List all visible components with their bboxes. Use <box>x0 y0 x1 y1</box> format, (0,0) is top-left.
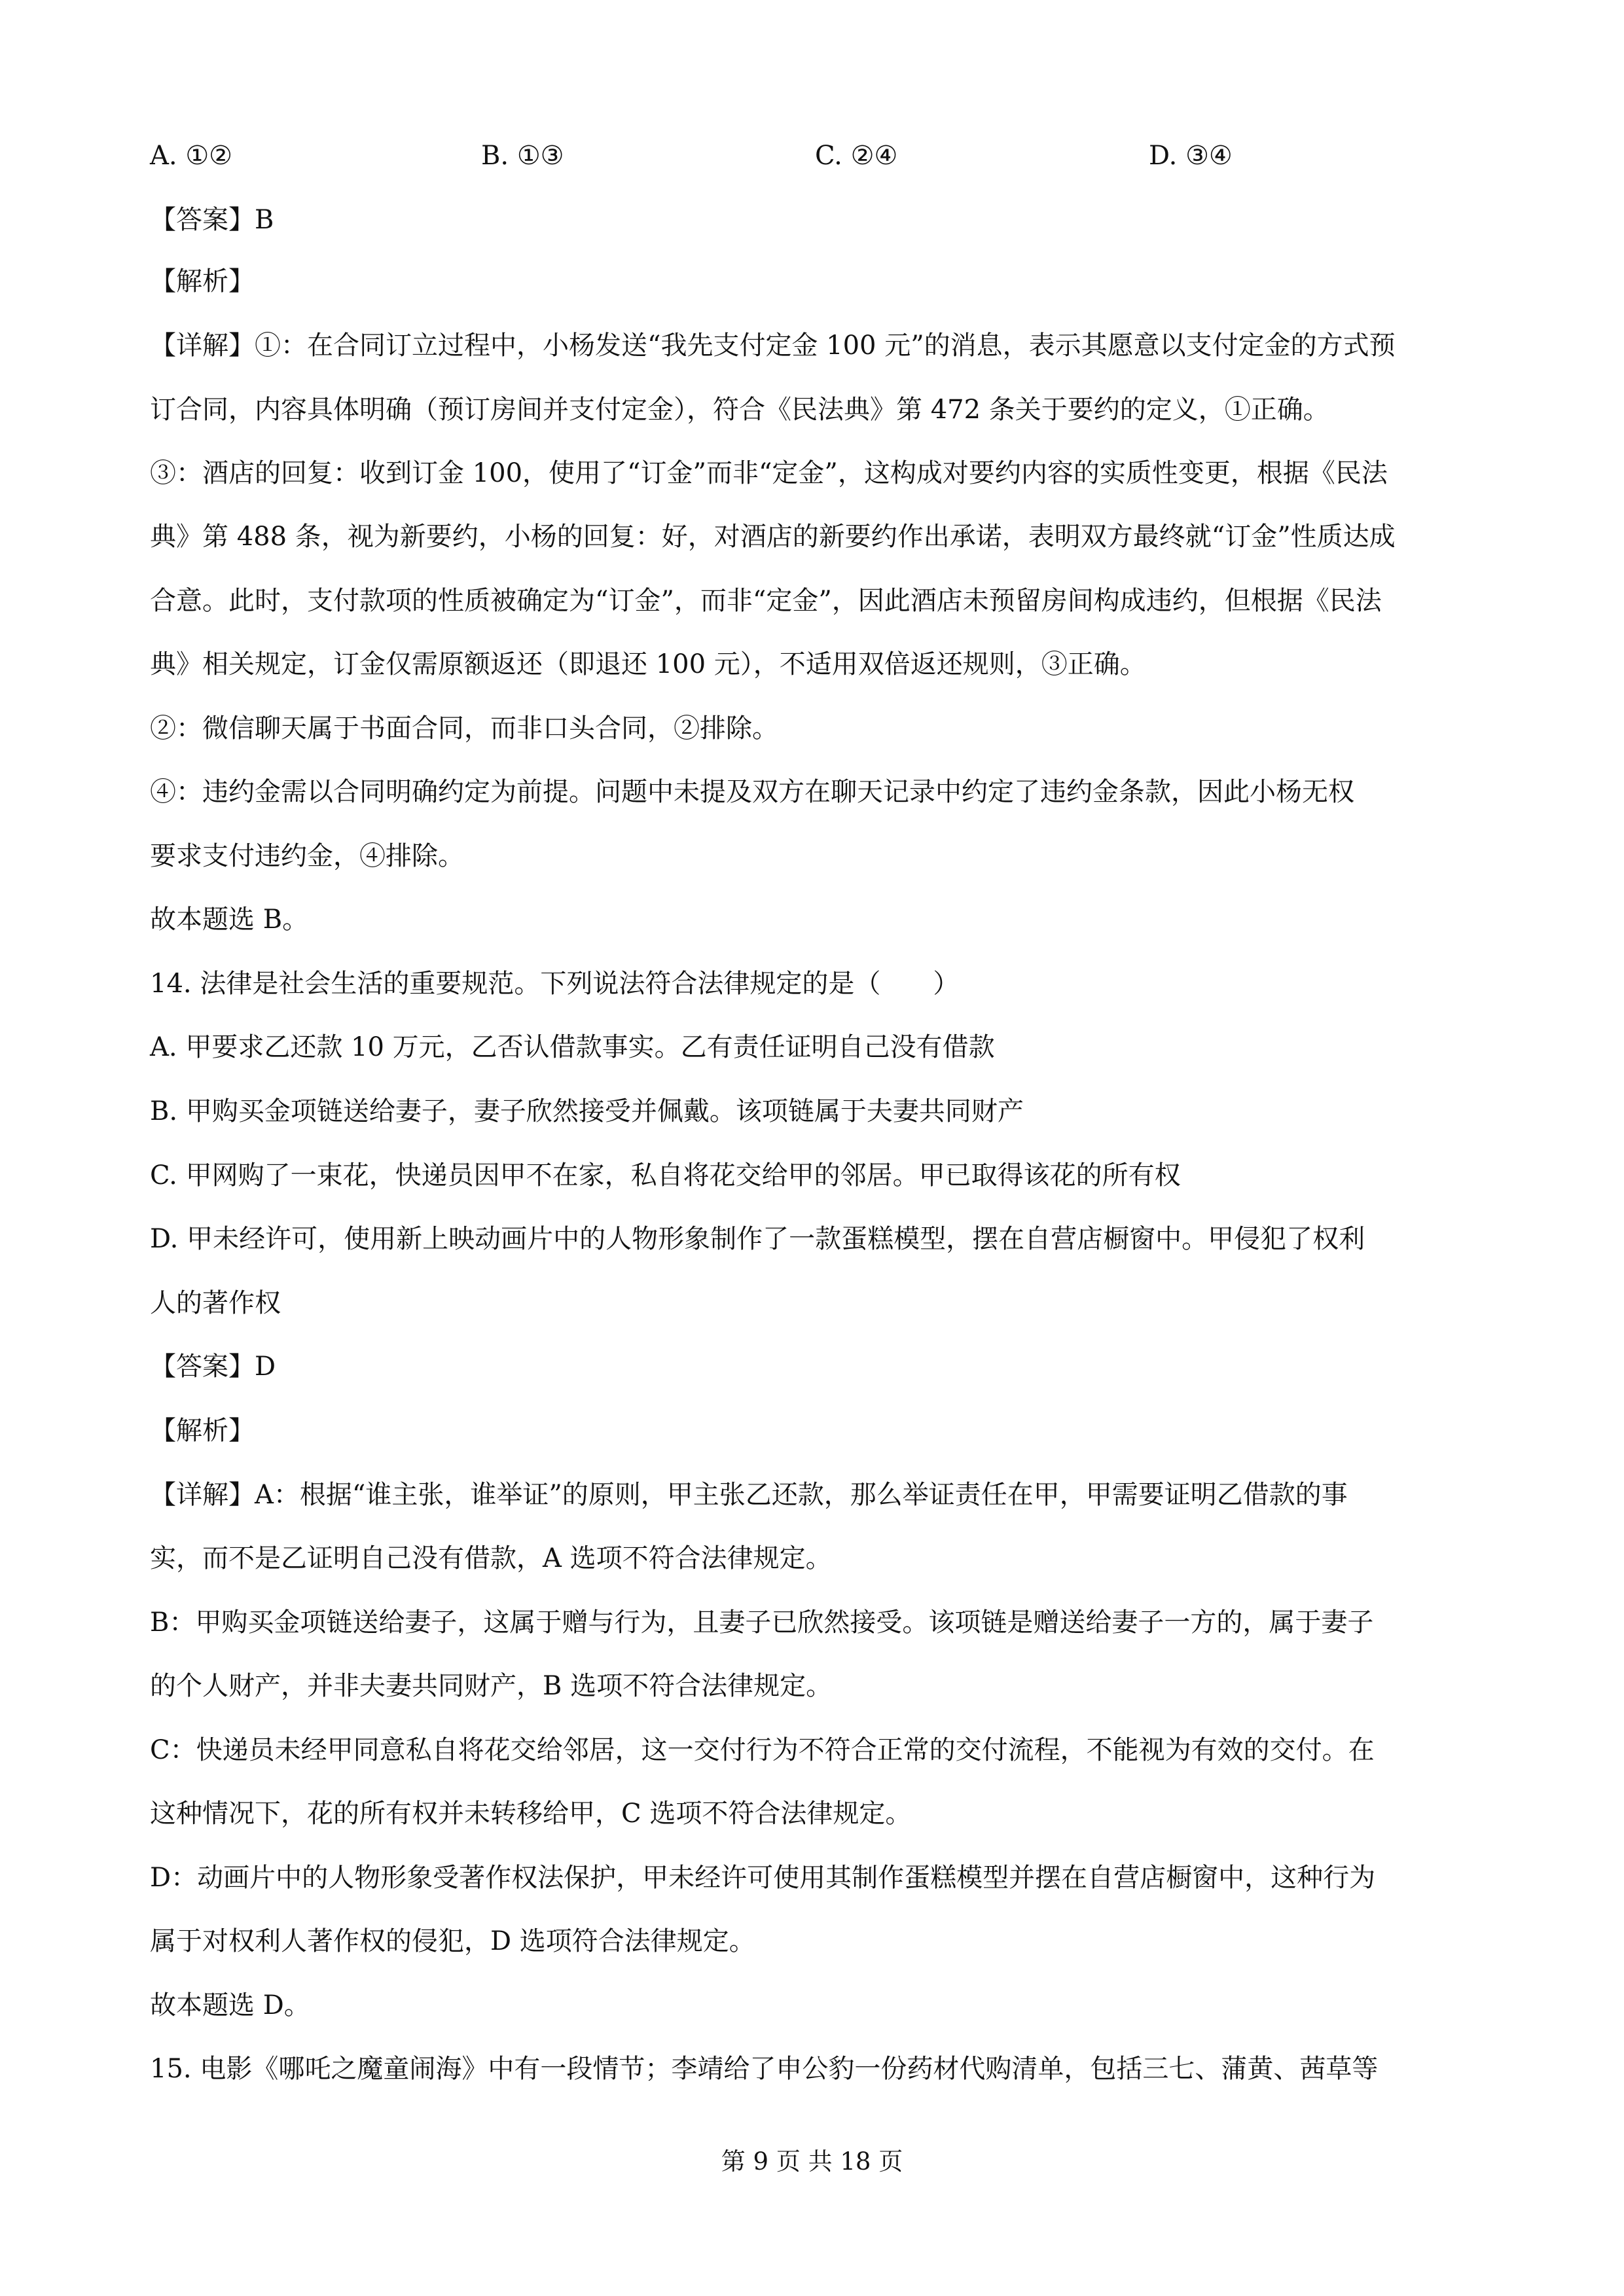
q13-detail-line: 要求支付违约金，④排除。 <box>150 841 464 871</box>
q13-analysis-label: 【解析】 <box>150 266 255 296</box>
q14-conclusion: 故本题选 D。 <box>150 1990 310 2020</box>
q15-stem: 15. 电影《哪吒之魔童闹海》中有一段情节；李靖给了申公豹一份药材代购清单，包括三七、蒲黄、茜草等 <box>150 2054 1379 2084</box>
q13-answer: 【答案】B <box>150 205 274 235</box>
q13-detail-line: 典》相关规定，订金仅需原额返还（即退还 100 元），不适用双倍返还规则，③正确。 <box>150 649 1146 679</box>
q14-detail-line: C：快递员未经甲同意私自将花交给邻居，这一交付行为不符合正常的交付流程，不能视为有效的交付。在 <box>150 1735 1375 1765</box>
q14-analysis-label: 【解析】 <box>150 1416 255 1446</box>
q14-detail-line: 的个人财产，并非夫妻共同财产，B 选项不符合法律规定。 <box>150 1671 833 1701</box>
q13-detail-line: 【详解】①：在合同订立过程中，小杨发送“我先支付定金 100 元”的消息，表示其愿意以支付定金的方式预 <box>150 331 1396 361</box>
q13-detail-line: 订合同，内容具体明确（预订房间并支付定金），符合《民法典》第 472 条关于要约的定义，①正确。 <box>150 395 1329 425</box>
q13-detail-line: ②：微信聊天属于书面合同，而非口头合同，②排除。 <box>150 713 778 744</box>
q14-detail-line: 这种情况下，花的所有权并未转移给甲，C 选项不符合法律规定。 <box>150 1799 912 1829</box>
q13-detail-line: ④：违约金需以合同明确约定为前提。问题中未提及双方在聊天记录中约定了违约金条款，因此小杨无权 <box>150 777 1354 807</box>
q14-detail-line: 属于对权利人著作权的侵犯，D 选项符合法律规定。 <box>150 1926 755 1956</box>
option-c: C. ②④ <box>815 141 898 171</box>
q13-detail-line: 合意。此时，支付款项的性质被确定为“订金”，而非“定金”，因此酒店未预留房间构成违约，但根据《民法 <box>150 586 1382 616</box>
q14-option-d-cont: 人的著作权 <box>150 1288 281 1318</box>
q14-detail-line: 实，而不是乙证明自己没有借款，A 选项不符合法律规定。 <box>150 1543 832 1573</box>
page-footer: 第 9 页 共 18 页 <box>721 2147 903 2176</box>
option-a: A. ①② <box>150 141 233 171</box>
q14-option-a: A. 甲要求乙还款 10 万元，乙否认借款事实。乙有责任证明自己没有借款 <box>150 1032 995 1062</box>
q14-option-d: D. 甲未经许可，使用新上映动画片中的人物形象制作了一款蛋糕模型，摆在自营店橱窗中。甲侵犯了权利 <box>150 1224 1365 1254</box>
q14-answer: 【答案】D <box>150 1352 276 1382</box>
q13-conclusion: 故本题选 B。 <box>150 905 309 935</box>
q13-detail-line: ③：酒店的回复：收到订金 100，使用了“订金”而非“定金”，这构成对要约内容的实质性变更，根据《民法 <box>150 458 1388 488</box>
option-d: D. ③④ <box>1149 141 1233 171</box>
q14-detail-line: D：动画片中的人物形象受著作权法保护，甲未经许可使用其制作蛋糕模型并摆在自营店橱窗中，这种行为 <box>150 1863 1376 1893</box>
q14-option-c: C. 甲网购了一束花，快递员因甲不在家，私自将花交给甲的邻居。甲已取得该花的所有权 <box>150 1160 1181 1191</box>
q14-detail-line: B：甲购买金项链送给妻子，这属于赠与行为，且妻子已欣然接受。该项链是赠送给妻子一方的，属于妻子 <box>150 1607 1374 1638</box>
q14-detail-line: 【详解】A：根据“谁主张，谁举证”的原则，甲主张乙还款，那么举证责任在甲，甲需要证明乙借款的事 <box>150 1480 1348 1510</box>
q14-option-b: B. 甲购买金项链送给妻子，妻子欣然接受并佩戴。该项链属于夫妻共同财产 <box>150 1096 1024 1126</box>
q14-stem: 14. 法律是社会生活的重要规范。下列说法符合法律规定的是（ ） <box>150 969 960 999</box>
option-b: B. ①③ <box>481 141 564 171</box>
q13-detail-line: 典》第 488 条，视为新要约，小杨的回复：好，对酒店的新要约作出承诺，表明双方最终就“订金”性质达成 <box>150 522 1396 552</box>
